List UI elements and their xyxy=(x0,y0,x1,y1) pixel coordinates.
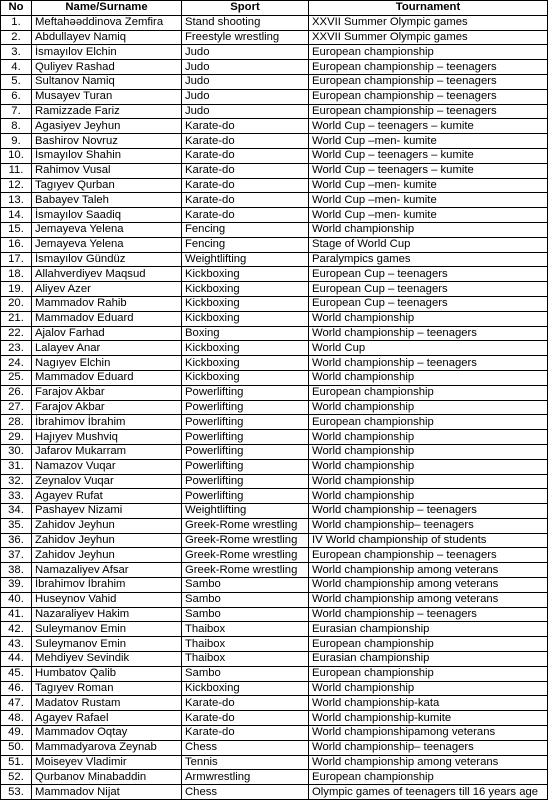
tournament-cell: World Cup –men- kumite xyxy=(309,134,548,149)
table-row xyxy=(1,770,548,785)
table-row xyxy=(1,755,548,770)
sport-cell: Thaibox xyxy=(182,637,309,652)
sport-cell: Karate-do xyxy=(182,134,309,149)
header-name: Name/Surname xyxy=(32,1,182,16)
athlete-name-cell: Mammadov Eduard xyxy=(32,311,182,326)
table-row xyxy=(1,696,548,711)
tournament-cell: World championship xyxy=(309,489,548,504)
athlete-name-cell: İbrahimov İbrahim xyxy=(32,578,182,593)
athlete-name-cell: Pashayev Nizami xyxy=(32,504,182,519)
athlete-name-cell: Zahidov Jeyhun xyxy=(32,533,182,548)
tournament-cell: World Cup –men- kumite xyxy=(309,208,548,223)
tournament-cell: European championship – teenagers xyxy=(309,60,548,75)
table-row xyxy=(1,652,548,667)
table-row xyxy=(1,208,548,223)
row-number-cell: 27. xyxy=(1,400,32,415)
table-row xyxy=(1,785,548,800)
sport-cell: Karate-do xyxy=(182,696,309,711)
table-row xyxy=(1,637,548,652)
tournament-cell: World championship xyxy=(309,311,548,326)
athlete-name-cell: Aliyev Azer xyxy=(32,282,182,297)
sport-cell: Fencing xyxy=(182,222,309,237)
athlete-name-cell: Ajalov Farhad xyxy=(32,326,182,341)
table-row xyxy=(1,592,548,607)
tournament-cell: World Cup xyxy=(309,341,548,356)
row-number-cell: 35. xyxy=(1,518,32,533)
tournament-cell: World championship xyxy=(309,459,548,474)
sport-cell: Powerlifting xyxy=(182,430,309,445)
row-number-cell: 13. xyxy=(1,193,32,208)
sport-cell: Boxing xyxy=(182,326,309,341)
athlete-name-cell: Nagıyev Elchin xyxy=(32,356,182,371)
row-number-cell: 14. xyxy=(1,208,32,223)
table-row xyxy=(1,666,548,681)
sport-cell: Powerlifting xyxy=(182,444,309,459)
sport-cell: Karate-do xyxy=(182,193,309,208)
athlete-name-cell: Zeynalov Vuqar xyxy=(32,474,182,489)
athlete-name-cell: Mehdiyev Sevindik xyxy=(32,652,182,667)
athlete-name-cell: Jemayeva Yelena xyxy=(32,237,182,252)
sport-cell: Sambo xyxy=(182,666,309,681)
athlete-name-cell: Musayev Turan xyxy=(32,89,182,104)
table-row xyxy=(1,341,548,356)
row-number-cell: 31. xyxy=(1,459,32,474)
sport-cell: Kickboxing xyxy=(182,681,309,696)
tournament-cell: World championship-kumite xyxy=(309,711,548,726)
sport-cell: Sambo xyxy=(182,592,309,607)
row-number-cell: 24. xyxy=(1,356,32,371)
athlete-name-cell: Meftahəəddinova Zemfira xyxy=(32,15,182,30)
row-number-cell: 40. xyxy=(1,592,32,607)
tournament-cell: World championship xyxy=(309,681,548,696)
row-number-cell: 17. xyxy=(1,252,32,267)
tournament-cell: World championship among veterans xyxy=(309,755,548,770)
athlete-name-cell: Ramizzade Fariz xyxy=(32,104,182,119)
row-number-cell: 49. xyxy=(1,726,32,741)
table-row xyxy=(1,444,548,459)
sport-cell: Thaibox xyxy=(182,622,309,637)
row-number-cell: 7. xyxy=(1,104,32,119)
athlete-name-cell: Madatov Rustam xyxy=(32,696,182,711)
row-number-cell: 47. xyxy=(1,696,32,711)
athlete-name-cell: Sultanov Namiq xyxy=(32,74,182,89)
tournament-cell: Stage of World Cup xyxy=(309,237,548,252)
athlete-name-cell: Namazov Vuqar xyxy=(32,459,182,474)
tournament-cell: European championship xyxy=(309,385,548,400)
row-number-cell: 11. xyxy=(1,163,32,178)
tournament-cell: World championship xyxy=(309,474,548,489)
tournament-cell: European championship xyxy=(309,666,548,681)
table-row xyxy=(1,30,548,45)
sport-cell: Powerlifting xyxy=(182,415,309,430)
tournament-cell: World championship-kata xyxy=(309,696,548,711)
row-number-cell: 51. xyxy=(1,755,32,770)
tournament-cell: World championshipamong veterans xyxy=(309,726,548,741)
athlete-name-cell: Jemayeva Yelena xyxy=(32,222,182,237)
tournament-cell: European championship – teenagers xyxy=(309,74,548,89)
tournament-cell: World championship – teenagers xyxy=(309,504,548,519)
athlete-name-cell: Mammadov Eduard xyxy=(32,370,182,385)
athlete-name-cell: Suleymanov Emin xyxy=(32,637,182,652)
tournament-cell: World championship xyxy=(309,222,548,237)
row-number-cell: 32. xyxy=(1,474,32,489)
athlete-name-cell: Hajıyev Mushviq xyxy=(32,430,182,445)
table-row xyxy=(1,563,548,578)
athlete-name-cell: Babayev Taleh xyxy=(32,193,182,208)
athlete-name-cell: Tagıyev Qurban xyxy=(32,178,182,193)
table-row xyxy=(1,296,548,311)
tournament-cell: World championship among veterans xyxy=(309,592,548,607)
table-row xyxy=(1,104,548,119)
athlete-name-cell: Allahverdiyev Maqsud xyxy=(32,267,182,282)
row-number-cell: 46. xyxy=(1,681,32,696)
table-row xyxy=(1,282,548,297)
sport-cell: Kickboxing xyxy=(182,311,309,326)
sport-cell: Kickboxing xyxy=(182,282,309,297)
athlete-name-cell: Agasiyev Jeyhun xyxy=(32,119,182,134)
row-number-cell: 3. xyxy=(1,45,32,60)
athlete-name-cell: İbrahimov İbrahim xyxy=(32,415,182,430)
athlete-name-cell: Moiseyev Vladimir xyxy=(32,755,182,770)
athlete-name-cell: Bashirov Novruz xyxy=(32,134,182,149)
table-row xyxy=(1,370,548,385)
table-row xyxy=(1,74,548,89)
row-number-cell: 48. xyxy=(1,711,32,726)
sport-cell: Judo xyxy=(182,74,309,89)
sport-cell: Kickboxing xyxy=(182,267,309,282)
table-row xyxy=(1,89,548,104)
tournament-cell: World championship – teenagers xyxy=(309,607,548,622)
row-number-cell: 10. xyxy=(1,148,32,163)
tournament-cell: World championship – teenagers xyxy=(309,326,548,341)
athlete-name-cell: Jafarov Mukarram xyxy=(32,444,182,459)
sport-cell: Stand shooting xyxy=(182,15,309,30)
sport-cell: Greek-Rome wrestling xyxy=(182,563,309,578)
table-row xyxy=(1,15,548,30)
athlete-name-cell: Nazaraliyev Hakim xyxy=(32,607,182,622)
athlete-name-cell: İsmayılov Gündüz xyxy=(32,252,182,267)
row-number-cell: 30. xyxy=(1,444,32,459)
athlete-name-cell: Qurbanov Minabaddin xyxy=(32,770,182,785)
sport-cell: Kickboxing xyxy=(182,296,309,311)
tournament-cell: World championship xyxy=(309,444,548,459)
sport-cell: Kickboxing xyxy=(182,341,309,356)
row-number-cell: 1. xyxy=(1,15,32,30)
tournament-cell: European championship xyxy=(309,770,548,785)
row-number-cell: 41. xyxy=(1,607,32,622)
row-number-cell: 5. xyxy=(1,74,32,89)
header-no: No xyxy=(1,1,32,16)
sport-cell: Thaibox xyxy=(182,652,309,667)
sport-cell: Chess xyxy=(182,785,309,800)
row-number-cell: 6. xyxy=(1,89,32,104)
tournament-cell: Eurasian championship xyxy=(309,652,548,667)
table-row xyxy=(1,518,548,533)
tournament-cell: European championship xyxy=(309,45,548,60)
table-row xyxy=(1,356,548,371)
tournament-cell: World championship xyxy=(309,400,548,415)
table-row xyxy=(1,400,548,415)
table-row xyxy=(1,252,548,267)
sport-cell: Greek-Rome wrestling xyxy=(182,533,309,548)
sport-cell: Karate-do xyxy=(182,711,309,726)
athlete-name-cell: Zahidov Jeyhun xyxy=(32,548,182,563)
row-number-cell: 4. xyxy=(1,60,32,75)
row-number-cell: 39. xyxy=(1,578,32,593)
tournament-cell: European championship – teenagers xyxy=(309,104,548,119)
sport-cell: Tennis xyxy=(182,755,309,770)
row-number-cell: 45. xyxy=(1,666,32,681)
row-number-cell: 52. xyxy=(1,770,32,785)
row-number-cell: 43. xyxy=(1,637,32,652)
tournament-cell: World championship among veterans xyxy=(309,563,548,578)
sport-cell: Weightlifting xyxy=(182,252,309,267)
sport-cell: Powerlifting xyxy=(182,400,309,415)
table-row xyxy=(1,148,548,163)
athlete-name-cell: Suleymanov Emin xyxy=(32,622,182,637)
row-number-cell: 53. xyxy=(1,785,32,800)
table-row xyxy=(1,45,548,60)
row-number-cell: 34. xyxy=(1,504,32,519)
row-number-cell: 15. xyxy=(1,222,32,237)
table-row xyxy=(1,459,548,474)
tournament-cell: European Cup – teenagers xyxy=(309,282,548,297)
row-number-cell: 9. xyxy=(1,134,32,149)
table-row xyxy=(1,311,548,326)
sport-cell: Judo xyxy=(182,45,309,60)
table-row xyxy=(1,193,548,208)
row-number-cell: 28. xyxy=(1,415,32,430)
sport-cell: Powerlifting xyxy=(182,385,309,400)
row-number-cell: 33. xyxy=(1,489,32,504)
tournament-cell: World championship– teenagers xyxy=(309,740,548,755)
table-row xyxy=(1,134,548,149)
row-number-cell: 16. xyxy=(1,237,32,252)
sport-cell: Kickboxing xyxy=(182,356,309,371)
row-number-cell: 23. xyxy=(1,341,32,356)
sport-cell: Fencing xyxy=(182,237,309,252)
athlete-name-cell: Humbatov Qalib xyxy=(32,666,182,681)
athlete-name-cell: Mammadov Nijat xyxy=(32,785,182,800)
sport-cell: Kickboxing xyxy=(182,370,309,385)
table-row xyxy=(1,237,548,252)
tournament-cell: World championship– teenagers xyxy=(309,518,548,533)
sport-cell: Judo xyxy=(182,104,309,119)
tournament-cell: Paralympics games xyxy=(309,252,548,267)
sport-cell: Karate-do xyxy=(182,208,309,223)
tournament-cell: World championship xyxy=(309,430,548,445)
row-number-cell: 37. xyxy=(1,548,32,563)
header-tournament: Tournament xyxy=(309,1,548,16)
row-number-cell: 12. xyxy=(1,178,32,193)
table-row xyxy=(1,548,548,563)
table-row xyxy=(1,533,548,548)
athlete-name-cell: Lalayev Anar xyxy=(32,341,182,356)
table-row xyxy=(1,222,548,237)
sport-cell: Greek-Rome wrestling xyxy=(182,518,309,533)
table-row xyxy=(1,489,548,504)
row-number-cell: 20. xyxy=(1,296,32,311)
athlete-name-cell: Rahimov Vusal xyxy=(32,163,182,178)
table-row xyxy=(1,740,548,755)
sport-cell: Armwrestling xyxy=(182,770,309,785)
tournament-cell: World Cup – teenagers – kumite xyxy=(309,119,548,134)
sport-cell: Powerlifting xyxy=(182,474,309,489)
athlete-name-cell: İsmayılov Shahin xyxy=(32,148,182,163)
table-row xyxy=(1,415,548,430)
table-row xyxy=(1,578,548,593)
tournament-cell: IV World championship of students xyxy=(309,533,548,548)
tournament-cell: Eurasian championship xyxy=(309,622,548,637)
athlete-name-cell: Tagıyev Roman xyxy=(32,681,182,696)
athlete-name-cell: Farajov Akbar xyxy=(32,400,182,415)
table-row xyxy=(1,163,548,178)
sport-cell: Karate-do xyxy=(182,178,309,193)
row-number-cell: 2. xyxy=(1,30,32,45)
sport-cell: Powerlifting xyxy=(182,489,309,504)
tournament-cell: World Cup – teenagers – kumite xyxy=(309,148,548,163)
athlete-name-cell: Huseynov Vahid xyxy=(32,592,182,607)
sport-cell: Judo xyxy=(182,60,309,75)
sport-cell: Judo xyxy=(182,89,309,104)
row-number-cell: 44. xyxy=(1,652,32,667)
tournament-cell: European Cup – teenagers xyxy=(309,296,548,311)
row-number-cell: 26. xyxy=(1,385,32,400)
row-number-cell: 29. xyxy=(1,430,32,445)
row-number-cell: 38. xyxy=(1,563,32,578)
tournament-cell: World championship xyxy=(309,370,548,385)
sport-cell: Karate-do xyxy=(182,148,309,163)
table-row xyxy=(1,504,548,519)
tournament-cell: European championship – teenagers xyxy=(309,548,548,563)
tournament-cell: World Cup – teenagers – kumite xyxy=(309,163,548,178)
athlete-name-cell: İsmayılov Elchin xyxy=(32,45,182,60)
tournament-cell: European championship xyxy=(309,637,548,652)
athlete-name-cell: Mammadyarova Zeynab xyxy=(32,740,182,755)
table-body xyxy=(1,15,548,799)
row-number-cell: 22. xyxy=(1,326,32,341)
sport-cell: Weightlifting xyxy=(182,504,309,519)
row-number-cell: 36. xyxy=(1,533,32,548)
table-row xyxy=(1,430,548,445)
sport-cell: Sambo xyxy=(182,578,309,593)
table-row xyxy=(1,622,548,637)
athlete-name-cell: Agayev Rufat xyxy=(32,489,182,504)
row-number-cell: 18. xyxy=(1,267,32,282)
table-row xyxy=(1,726,548,741)
tournament-cell: European Cup – teenagers xyxy=(309,267,548,282)
athlete-name-cell: Agayev Rafael xyxy=(32,711,182,726)
tournament-cell: XXVII Summer Olympic games xyxy=(309,30,548,45)
table-row xyxy=(1,267,548,282)
athlete-name-cell: Zahidov Jeyhun xyxy=(32,518,182,533)
table-row xyxy=(1,711,548,726)
athlete-name-cell: Namazaliyev Afsar xyxy=(32,563,182,578)
athlete-name-cell: Mammadov Oqtay xyxy=(32,726,182,741)
row-number-cell: 42. xyxy=(1,622,32,637)
tournament-cell: European championship xyxy=(309,415,548,430)
table-header-row xyxy=(1,1,548,16)
sport-cell: Karate-do xyxy=(182,119,309,134)
table-row xyxy=(1,178,548,193)
table-row xyxy=(1,60,548,75)
tournament-cell: XXVII Summer Olympic games xyxy=(309,15,548,30)
tournament-cell: World championship among veterans xyxy=(309,578,548,593)
table-row xyxy=(1,385,548,400)
sport-cell: Powerlifting xyxy=(182,459,309,474)
athlete-name-cell: Quliyev Rashad xyxy=(32,60,182,75)
row-number-cell: 50. xyxy=(1,740,32,755)
tournament-cell: World Cup –men- kumite xyxy=(309,178,548,193)
row-number-cell: 19. xyxy=(1,282,32,297)
row-number-cell: 25. xyxy=(1,370,32,385)
tournament-cell: World Cup –men- kumite xyxy=(309,193,548,208)
sport-cell: Chess xyxy=(182,740,309,755)
table-row xyxy=(1,474,548,489)
athlete-name-cell: İsmayılov Saadiq xyxy=(32,208,182,223)
sport-cell: Freestyle wrestling xyxy=(182,30,309,45)
sport-cell: Karate-do xyxy=(182,163,309,178)
tournament-cell: World championship – teenagers xyxy=(309,356,548,371)
athlete-name-cell: Farajov Akbar xyxy=(32,385,182,400)
tournament-cell: European championship – teenagers xyxy=(309,89,548,104)
sport-cell: Sambo xyxy=(182,607,309,622)
row-number-cell: 8. xyxy=(1,119,32,134)
row-number-cell: 21. xyxy=(1,311,32,326)
table-row xyxy=(1,326,548,341)
table-row xyxy=(1,607,548,622)
sport-cell: Greek-Rome wrestling xyxy=(182,548,309,563)
table-row xyxy=(1,681,548,696)
athlete-name-cell: Abdullayev Namiq xyxy=(32,30,182,45)
sport-cell: Karate-do xyxy=(182,726,309,741)
athlete-name-cell: Mammadov Rahib xyxy=(32,296,182,311)
tournament-cell: Olympic games of teenagers till 16 years age xyxy=(309,785,548,800)
table-row xyxy=(1,119,548,134)
header-sport: Sport xyxy=(182,1,309,16)
